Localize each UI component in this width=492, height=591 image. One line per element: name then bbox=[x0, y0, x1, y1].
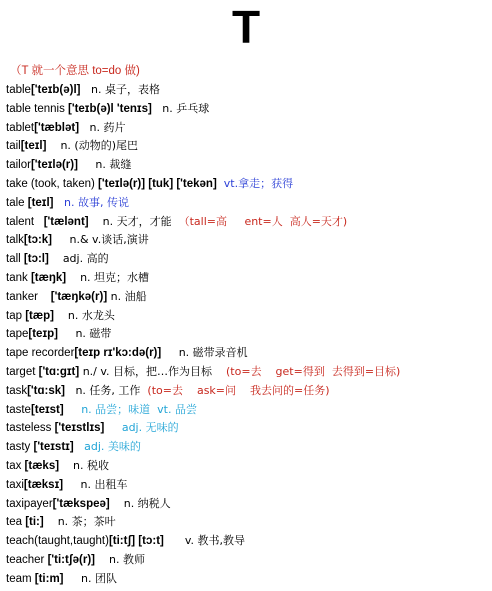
entry-definition: n. 税收 bbox=[59, 458, 110, 472]
entry-target bbox=[6, 363, 488, 382]
entry-definition: n. 任务, 工作 bbox=[64, 383, 148, 397]
entry-definition: n. 团队 bbox=[63, 571, 117, 585]
entry-definition: n. (动物的)尾巴 bbox=[46, 139, 138, 153]
entry-spacer bbox=[54, 196, 65, 209]
entry-word: teacher bbox=[6, 553, 48, 566]
entry-word: tasteless bbox=[6, 422, 55, 435]
entry-word: team bbox=[6, 572, 35, 585]
entry-word: talent bbox=[6, 215, 44, 228]
entry-taxi bbox=[6, 476, 488, 495]
entry-word: taxi bbox=[6, 478, 24, 491]
entry-word: tap bbox=[6, 309, 26, 322]
entry-phonetic: ['teɪlə(r)] bbox=[30, 159, 78, 172]
entry-table bbox=[6, 81, 488, 100]
entry-spacer bbox=[64, 403, 81, 416]
entry-definition: n. 纳税人 bbox=[109, 496, 171, 510]
entry-team bbox=[6, 570, 488, 589]
entry-word: table tennis bbox=[6, 102, 69, 115]
entry-teacher bbox=[6, 551, 488, 570]
entry-word: take (took, taken) bbox=[6, 177, 99, 190]
entry-definition: n./ v. 目标，把…作为目标 bbox=[79, 364, 223, 378]
entry-definition: n. 品尝；味道 vt. 品尝 bbox=[81, 402, 197, 416]
entry-phonetic: [teɪl] bbox=[27, 196, 54, 209]
entry-phonetic: [ti:m] bbox=[34, 572, 64, 585]
entry-word: tea bbox=[6, 516, 26, 529]
intro-note: （T 就一个意思 to=do 做) bbox=[10, 65, 140, 77]
entry-word: tailor bbox=[6, 159, 31, 172]
entry-word: tape bbox=[6, 328, 29, 341]
entry-phonetic: [ti:tʃ] [tɔ:t] bbox=[108, 535, 164, 548]
entry-phonetic: ['ti:tʃə(r)] bbox=[47, 553, 95, 566]
entry-definition: n. 教师 bbox=[95, 552, 145, 566]
entry-spacer bbox=[104, 421, 121, 434]
entry-talk bbox=[6, 231, 488, 250]
entry-phonetic: ['tæblət] bbox=[34, 121, 80, 134]
entry-definition: n. 桌子，表格 bbox=[80, 83, 160, 96]
entry-phonetic: [teɪst] bbox=[30, 403, 64, 416]
entry-taxipayer bbox=[6, 495, 488, 514]
entry-definition: n. 磁带录音机 bbox=[161, 346, 248, 360]
entry-word: tank bbox=[6, 271, 31, 284]
entry-mnemonic: （tall=高 ent=人 高人=天才) bbox=[178, 214, 348, 228]
entry-phonetic: [teɪp] bbox=[28, 328, 58, 341]
entry-phonetic: ['tɑ:gɪt] bbox=[38, 365, 80, 378]
entry-definition: n. 乒乓球 bbox=[151, 101, 210, 115]
entry-definition: n. 油船 bbox=[107, 289, 147, 303]
entry-tail bbox=[6, 137, 488, 156]
entry-word: talk bbox=[6, 234, 24, 247]
entry-word: tax bbox=[6, 459, 25, 472]
entry-mnemonic: (to=去 get=得到 去得到=目标) bbox=[222, 364, 401, 378]
entry-spacer bbox=[74, 440, 85, 453]
entry-phonetic: [ti:] bbox=[25, 516, 44, 529]
entry-tea bbox=[6, 513, 488, 532]
entry-table-tennis bbox=[6, 100, 488, 119]
entry-definition: v. 教书,教导 bbox=[163, 534, 245, 548]
entry-tasteless bbox=[6, 419, 488, 438]
entry-tank bbox=[6, 269, 488, 288]
entry-word: tale bbox=[6, 196, 28, 209]
entry-word: tall bbox=[6, 253, 24, 266]
entry-tablet bbox=[6, 119, 488, 138]
entry-take bbox=[6, 175, 488, 194]
entry-word: teach(taught,taught) bbox=[6, 535, 109, 548]
entry-word: tablet bbox=[6, 121, 35, 134]
vocabulary-list bbox=[6, 81, 488, 589]
entry-phonetic: ['tækspeə] bbox=[52, 497, 110, 510]
page-title: T bbox=[231, 1, 261, 53]
entry-definition: n. 天才，才能 bbox=[88, 214, 179, 228]
entry-definition: adj. 美味的 bbox=[84, 440, 141, 454]
entry-definition: n. 磁带 bbox=[57, 327, 112, 341]
entry-word: taxipayer bbox=[6, 497, 53, 510]
entry-tanker bbox=[6, 288, 488, 307]
entry-phonetic: ['tæŋkə(r)] bbox=[50, 290, 108, 303]
entry-phonetic: ['teɪstɪ] bbox=[33, 441, 74, 454]
entry-phonetic: ['teɪlə(r)] [tuk] ['tekən] bbox=[98, 177, 217, 190]
entry-definition: n. 茶；茶叶 bbox=[43, 515, 116, 529]
entry-definition: vt.拿走；获得 bbox=[223, 176, 294, 190]
entry-phonetic: ['teɪb(ə)l] bbox=[30, 84, 81, 96]
entry-word: table bbox=[6, 84, 31, 96]
entry-definition: n. 水龙头 bbox=[53, 308, 115, 322]
entry-talent bbox=[6, 213, 488, 232]
entry-definition: n.& v.谈话,演讲 bbox=[52, 233, 149, 247]
entry-phonetic: ['teɪb(ə)l 'tenɪs] bbox=[68, 102, 152, 115]
entry-tasty bbox=[6, 438, 488, 457]
entry-spacer bbox=[217, 177, 224, 190]
entry-phonetic: [tæŋk] bbox=[30, 271, 67, 284]
entry-word: taste bbox=[6, 403, 31, 416]
entry-phonetic: [teɪl] bbox=[20, 140, 47, 153]
entry-tailor bbox=[6, 156, 488, 175]
entry-definition: n. 故事, 传说 bbox=[64, 195, 129, 209]
entry-phonetic: [tæp] bbox=[25, 309, 54, 322]
entry-word: task bbox=[6, 384, 28, 397]
entry-tape bbox=[6, 325, 488, 344]
entry-tape-recorder bbox=[6, 344, 488, 363]
entry-taste bbox=[6, 401, 488, 420]
entry-phonetic: [tæksɪ] bbox=[23, 478, 64, 491]
entry-phonetic: [tɔ:l] bbox=[23, 253, 49, 266]
entry-tax bbox=[6, 457, 488, 476]
entry-definition: n. 坦克；水槽 bbox=[66, 270, 150, 284]
entry-definition: adj. 无味的 bbox=[121, 421, 179, 435]
entry-teach bbox=[6, 532, 488, 551]
entry-tall bbox=[6, 250, 488, 269]
entry-phonetic: [teɪp rɪ'kɔ:də(r)] bbox=[74, 347, 162, 360]
entry-task bbox=[6, 382, 488, 401]
entry-phonetic: [tɔ:k] bbox=[23, 234, 53, 247]
entry-phonetic: ['tælənt] bbox=[43, 215, 89, 228]
entry-word: tanker bbox=[6, 290, 51, 303]
entry-phonetic: ['tɑ:sk] bbox=[27, 384, 65, 397]
entry-phonetic: ['teɪstlɪs] bbox=[54, 422, 105, 435]
entry-word: tail bbox=[6, 140, 21, 153]
entry-definition: n. 裁缝 bbox=[77, 158, 132, 172]
entry-word: tape recorder bbox=[6, 347, 75, 360]
entry-tap bbox=[6, 307, 488, 326]
entry-tale bbox=[6, 194, 488, 213]
entry-word: target bbox=[6, 365, 39, 378]
entry-definition: n. 药片 bbox=[79, 120, 126, 134]
entry-mnemonic: (to=去 ask=问 我去问的=任务) bbox=[147, 383, 330, 397]
entry-word: tasty bbox=[6, 441, 34, 454]
entry-phonetic: [tæks] bbox=[24, 459, 60, 472]
entry-definition: n. 出租车 bbox=[63, 477, 128, 491]
entry-definition: adj. 高的 bbox=[48, 252, 109, 266]
